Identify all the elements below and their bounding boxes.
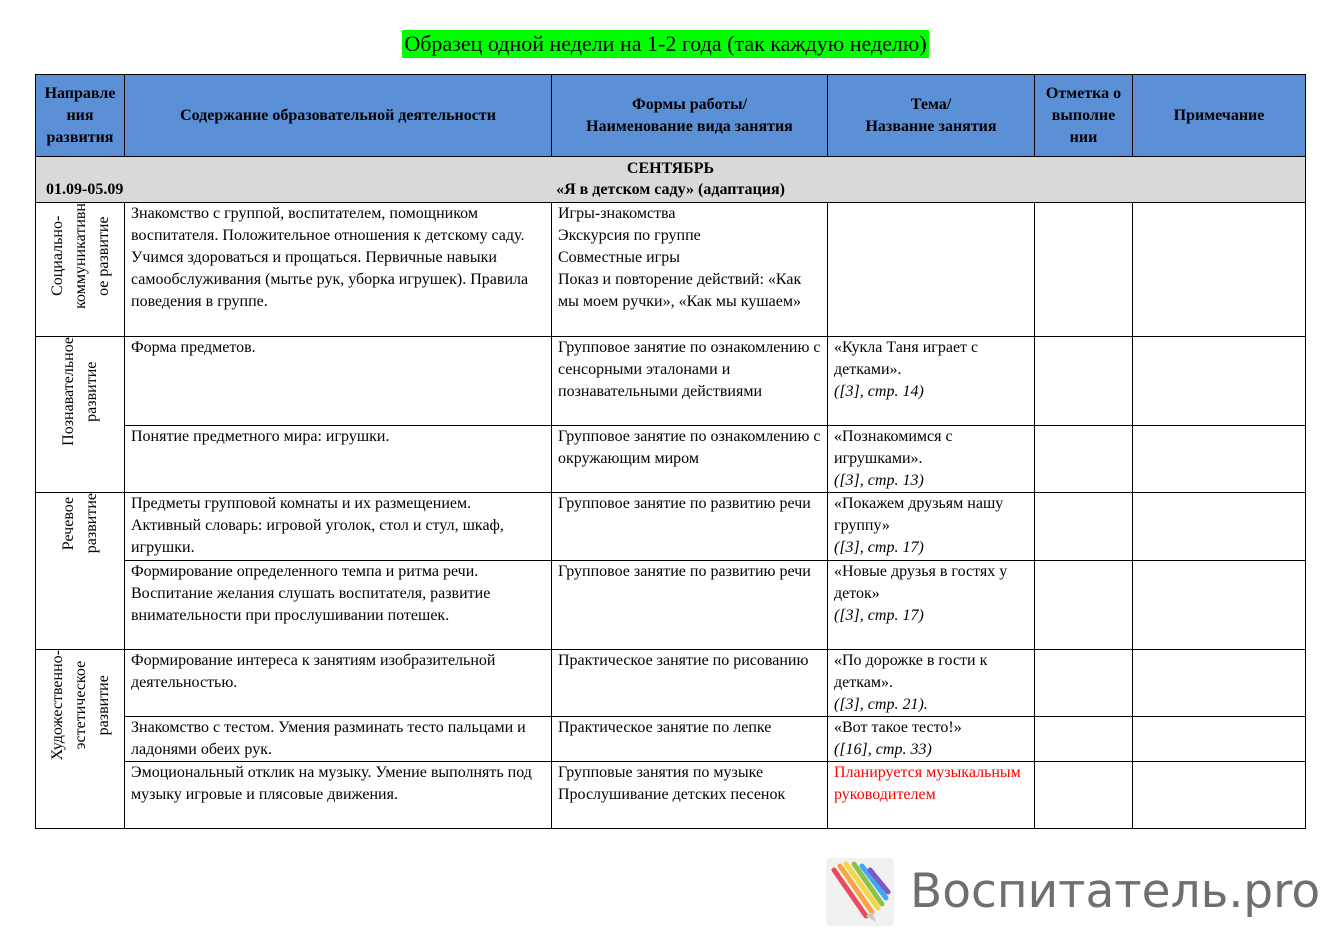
mark-cell bbox=[1035, 650, 1133, 717]
section-cognitive bbox=[36, 337, 125, 493]
forms-cell: Практическое занятие по лепке bbox=[552, 717, 828, 762]
mark-cell bbox=[1035, 426, 1133, 493]
topic-reference: ([16], стр. 33) bbox=[834, 741, 932, 758]
topic-text: «Покажем друзьям нашу группу» bbox=[834, 495, 1004, 534]
forms-cell: Групповое занятие по развитию речи bbox=[552, 561, 828, 650]
pencils-logo-icon bbox=[826, 858, 894, 926]
note-cell bbox=[1133, 493, 1306, 561]
table-row bbox=[36, 493, 1306, 561]
topic-reference: ([3], стр. 21). bbox=[834, 696, 928, 713]
mark-cell bbox=[1035, 561, 1133, 650]
topic-cell bbox=[828, 493, 1035, 561]
topic-cell bbox=[828, 717, 1035, 762]
topic-cell bbox=[828, 337, 1035, 426]
table-row bbox=[36, 650, 1306, 717]
section-social bbox=[36, 203, 125, 337]
topic-reference: ([3], стр. 13) bbox=[834, 472, 924, 489]
header-note: Примечание bbox=[1133, 75, 1306, 157]
month-row bbox=[36, 157, 1306, 203]
content-cell: Знакомство с группой, воспитателем, помощником воспитателя. Положительное отношения к детскому саду. Учимся здороваться и прощаться. Первичные навыки самообслуживания (мытье рук, уборка игрушек). Правила поведения в группе. bbox=[125, 203, 552, 337]
content-cell: Понятие предметного мира: игрушки. bbox=[125, 426, 552, 493]
section-label: Художественно- эстетическое развитие bbox=[48, 650, 112, 761]
section-label: Речевое развитие bbox=[60, 493, 100, 554]
logo-text: Воспитатель.pro bbox=[910, 864, 1321, 919]
header-topic-line1: Тема/ bbox=[910, 95, 952, 113]
forms-cell: Групповое занятие по ознакомлению с окружающим миром bbox=[552, 426, 828, 493]
header-topic-line2: Название занятия bbox=[865, 117, 997, 135]
week-period: 01.09-05.09 bbox=[46, 181, 124, 198]
content-cell: Знакомство с тестом. Умения разминать тесто пальцами и ладонями обеих рук. bbox=[125, 717, 552, 762]
topic-text: «По дорожке в гости к деткам». bbox=[834, 652, 988, 691]
header-mark: Отметка о выполне нии bbox=[1035, 75, 1133, 157]
section-label: Социально- коммуникативн ое развитие bbox=[48, 203, 112, 309]
topic-text: «Новые друзья в гостях у деток» bbox=[834, 563, 1008, 602]
header-row bbox=[36, 75, 1306, 157]
note-cell bbox=[1133, 717, 1306, 762]
forms-cell: Групповое занятие по развитию речи bbox=[552, 493, 828, 561]
forms-cell: Групповое занятие по ознакомлению с сенсорными эталонами и познавательными действиями bbox=[552, 337, 828, 426]
section-label: Познавательное развитие bbox=[60, 337, 100, 446]
content-cell: Предметы групповой комнаты и их размещением. Активный словарь: игровой уголок, стол и стул, шкаф, игрушки. bbox=[125, 493, 552, 561]
note-cell bbox=[1133, 426, 1306, 493]
header-forms bbox=[552, 75, 828, 157]
content-cell: Формирование интереса к занятиям изобразительной деятельностью. bbox=[125, 650, 552, 717]
note-cell bbox=[1133, 337, 1306, 426]
header-forms-line2: Наименование вида занятия bbox=[586, 117, 793, 135]
table-row bbox=[36, 337, 1306, 426]
header-topic bbox=[828, 75, 1035, 157]
section-speech bbox=[36, 493, 125, 650]
topic-cell-music-director: Планируется музыкальным руководителем bbox=[828, 762, 1035, 829]
note-cell bbox=[1133, 561, 1306, 650]
table-row bbox=[36, 203, 1306, 337]
mark-cell bbox=[1035, 493, 1133, 561]
topic-cell bbox=[828, 650, 1035, 717]
mark-cell bbox=[1035, 203, 1133, 337]
forms-line: Прослушивание детских песенок bbox=[558, 786, 786, 803]
header-forms-line1: Формы работы/ bbox=[631, 95, 748, 113]
note-cell bbox=[1133, 650, 1306, 717]
forms-cell: Практическое занятие по рисованию bbox=[552, 650, 828, 717]
forms-line: Групповые занятия по музыке bbox=[558, 764, 764, 781]
forms-cell bbox=[552, 203, 828, 337]
site-logo[interactable] bbox=[826, 858, 1321, 930]
topic-text: «Познакомимся с игрушками». bbox=[834, 428, 953, 467]
forms-line: Совместные игры bbox=[558, 249, 680, 266]
content-cell: Формирование определенного темпа и ритма речи. Воспитание желания слушать воспитателя, развитие внимательности при прослушивании потешек. bbox=[125, 561, 552, 650]
forms-line: Показ и повторение действий: «Как мы моем ручки», «Как мы кушаем» bbox=[558, 271, 802, 310]
topic-reference: ([3], стр. 17) bbox=[834, 539, 924, 556]
topic-cell bbox=[828, 203, 1035, 337]
mark-cell bbox=[1035, 337, 1133, 426]
table-row bbox=[36, 717, 1306, 762]
forms-cell bbox=[552, 762, 828, 829]
table-row bbox=[36, 426, 1306, 493]
month-name: СЕНТЯБРЬ bbox=[626, 160, 715, 177]
table-row bbox=[36, 561, 1306, 650]
content-cell: Эмоциональный отклик на музыку. Умение выполнять под музыку игровые и плясовые движения. bbox=[125, 762, 552, 829]
page-title: Образец одной недели на 1-2 года (так каждую неделю) bbox=[404, 31, 927, 56]
table-row bbox=[36, 762, 1306, 829]
mark-cell bbox=[1035, 717, 1133, 762]
topic-cell bbox=[828, 426, 1035, 493]
topic-reference: ([3], стр. 17) bbox=[834, 607, 924, 624]
section-art bbox=[36, 650, 125, 829]
topic-cell bbox=[828, 561, 1035, 650]
topic-text: «Кукла Таня играет с детками». bbox=[834, 339, 979, 378]
week-theme: «Я в детском саду» (адаптация) bbox=[556, 181, 785, 198]
mark-cell bbox=[1035, 762, 1133, 829]
header-content: Содержание образовательной деятельности bbox=[125, 75, 552, 157]
topic-text: «Вот такое тесто!» bbox=[834, 719, 962, 736]
header-direction: Направле ния развития bbox=[36, 75, 125, 157]
content-cell: Форма предметов. bbox=[125, 337, 552, 426]
weekly-plan-table bbox=[35, 74, 1306, 829]
note-cell bbox=[1133, 203, 1306, 337]
note-cell bbox=[1133, 762, 1306, 829]
forms-line: Игры-знакомства bbox=[558, 205, 676, 222]
topic-reference: ([3], стр. 14) bbox=[834, 383, 924, 400]
forms-line: Экскурсия по группе bbox=[558, 227, 701, 244]
